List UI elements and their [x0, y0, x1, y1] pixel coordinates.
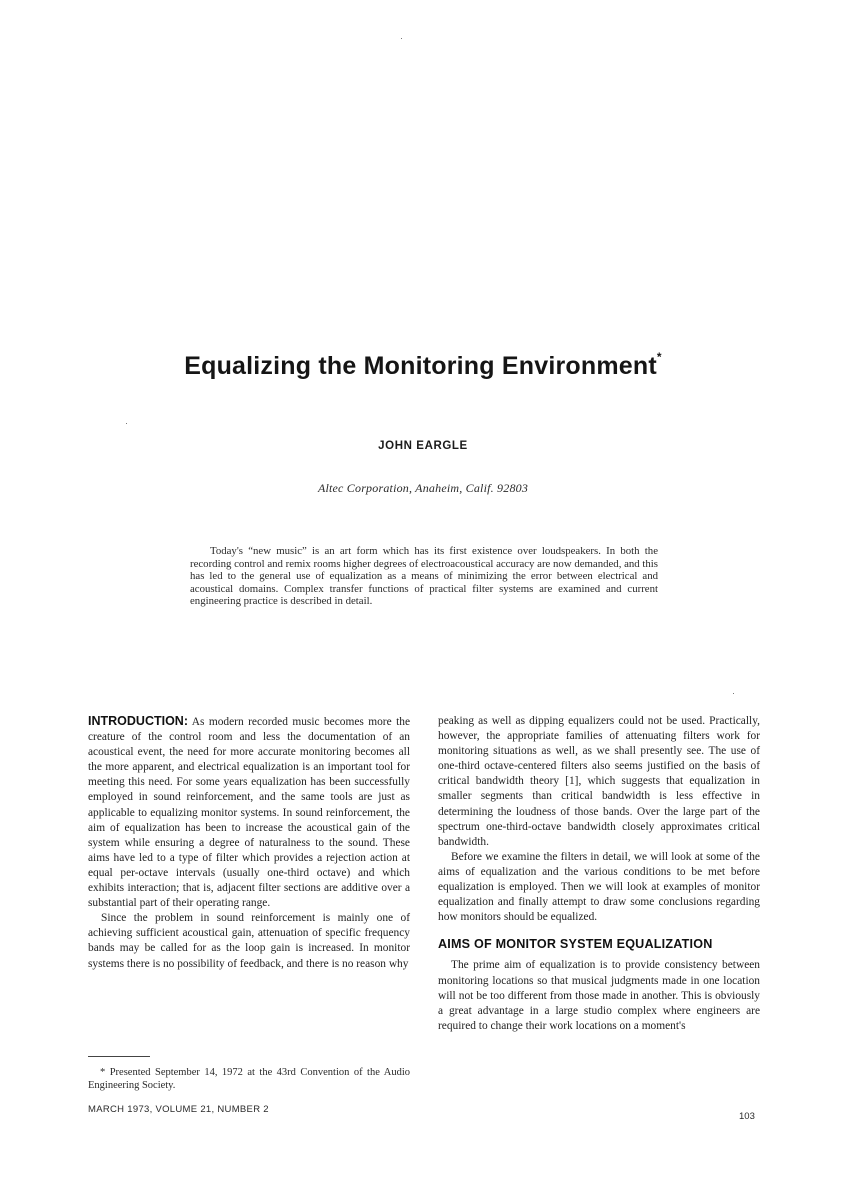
- paper-title: [0, 352, 846, 381]
- intro-paragraph: [88, 714, 410, 911]
- page-number: 103: [739, 1111, 755, 1122]
- section-heading: AIMS OF MONITOR SYSTEM EQUALIZATION: [438, 937, 713, 952]
- body-paragraph: The prime aim of equalization is to provide consistency between monitoring locations so that musical judgments made in one location will not be too different from those made in another. This is obviously a great advantage in a large studio complex where engineers are required to change their work locations on a moment's: [438, 959, 760, 1032]
- scan-speck: [126, 423, 127, 424]
- footnote-divider: [88, 1056, 150, 1057]
- journal-citation: MARCH 1973, VOLUME 21, NUMBER 2: [88, 1104, 269, 1115]
- body-paragraph: Since the problem in sound reinforcement is mainly one of achieving sufficient acoustical gain, attenuation of specific frequency bands may be called for as the loop gain is increased. In monitor systems there is no possibility of feedback, and there is no reason why: [88, 912, 410, 970]
- body-column-left: [88, 714, 410, 972]
- abstract: Today's “new music” is an art form which has its first existence over loudspeakers. In both the recording control and remix rooms higher degrees of electroacoustical accuracy are now demanded, and this has led to the general use of equalization as a means of minimizing the error between electrical and acoustical domains. Complex transfer functions of practical filter systems are examined and current engineering practice is described in detail.: [190, 545, 658, 607]
- intro-heading: INTRODUCTION:: [88, 714, 188, 728]
- body-paragraph-continued: peaking as well as dipping equalizers could not be used. Practically, however, the appropriate families of attenuating filters work for monitoring situations as well, as we shall presently see. The use of one-third octave-centered filters also seems justified on the basis of critical bandwidth theory [1], which suggests that equalization in smaller segments than critical bandwidth is less effective in determining the loudness of those bands. Over the large part of the spectrum one-third-octave bandwidth closely approximates critical bandwidth.: [438, 715, 760, 848]
- title-footnote-mark: *: [656, 350, 662, 364]
- body-paragraph: Before we examine the filters in detail, we will look at some of the aims of equalization and the various conditions to be met before equalization is employed. Then we will look at examples of monitor equalization and finally attempt to draw some conclusions regarding how monitors should be equalized.: [438, 850, 760, 924]
- title-text: Equalizing the Monitoring Environment: [184, 352, 657, 380]
- scan-speck: [401, 38, 402, 39]
- scan-speck: [733, 693, 734, 694]
- body-column-right: [438, 714, 760, 1034]
- intro-text: As modern recorded music becomes more the creature of the control room and less the documentation of an acoustical event, the need for more accurate monitoring becomes all the more apparent, and electrical equalization is an important tool for meeting this need. For some years equalization has been successfully employed in sound reinforcement, and the same tools are just as applicable to equalizing monitor systems. In sound reinforcement, the aim of equalization has been to increase the acoustical gain of the system while ensuring a degree of naturalness to the sound. These aims have led to a type of filter which provides a rejection action at equal per-octave intervals (usually one-third octave) and which exhibits interaction; that is, adjacent filter sections are additive over a substantial part of their operating range.: [88, 716, 410, 910]
- author-name: JOHN EARGLE: [378, 440, 468, 452]
- footnote: * Presented September 14, 1972 at the 43rd Convention of the Audio Engineering Society.: [88, 1067, 410, 1091]
- author-affiliation: Altec Corporation, Anaheim, Calif. 92803: [317, 481, 529, 495]
